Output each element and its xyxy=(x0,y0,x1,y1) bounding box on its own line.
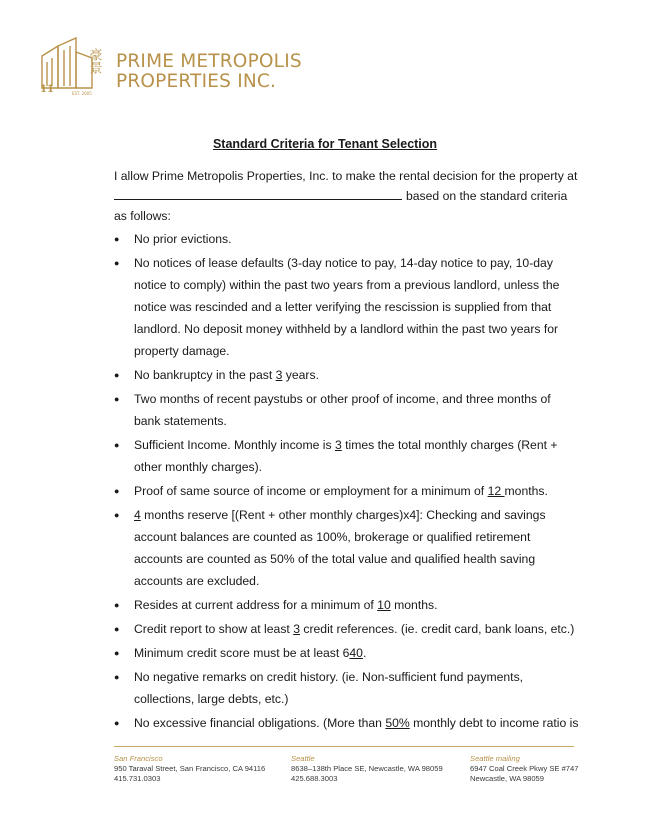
bullet-icon: ● xyxy=(114,648,120,658)
property-address-blank[interactable] xyxy=(114,188,402,200)
bullet-icon: ● xyxy=(114,718,120,728)
criteria-item xyxy=(114,252,580,362)
criteria-item xyxy=(114,618,580,640)
intro-line-3: as follows: xyxy=(114,209,171,223)
criteria-text: No prior evictions. xyxy=(134,232,232,246)
criteria-value: 10 xyxy=(377,598,391,612)
criteria-value: 4 xyxy=(134,508,141,522)
criteria-item xyxy=(114,434,580,478)
bullet-icon: ● xyxy=(114,370,120,380)
logo-chinese-text: 豪景 xyxy=(86,48,102,74)
criteria-text: Credit report to show at least xyxy=(134,622,294,636)
criteria-value: 3 xyxy=(275,368,283,382)
bullet-icon: ● xyxy=(114,486,120,496)
bullet-icon: ● xyxy=(114,600,120,610)
footer-sf-city: San Francisco xyxy=(114,754,163,763)
criteria-item xyxy=(114,504,580,592)
bullet-icon: ● xyxy=(114,394,120,404)
footer-seattle-address: 8638–138th Place SE, Newcastle, WA 98059 xyxy=(291,764,443,773)
bullet-icon: ● xyxy=(114,672,120,682)
company-logo xyxy=(36,28,120,98)
criteria-text: No notices of lease defaults (3-day notice to pay, 14-day notice to pay, 10-day notice to comply) within the past two years from a previous landlord, unless the notice was rescinded and a letter verifying the rescission is supplied from that landlord. No deposit money withheld by a landlord within the past two years for property damage. xyxy=(134,256,560,358)
criteria-value: 12 xyxy=(487,484,505,498)
criteria-text: Proof of same source of income or employment for a minimum of xyxy=(134,484,488,498)
criteria-item xyxy=(114,388,580,432)
footer-mailing-city-line: Newcastle, WA 98059 xyxy=(470,774,545,783)
bullet-icon: ● xyxy=(114,510,120,520)
criteria-text: Resides at current address for a minimum of xyxy=(134,598,378,612)
criteria-text: months reserve [(Rent + other monthly charges)x4]: Checking and savings account balances are counted as 100%, brokerage or qualified retirement accounts are counted as 50% of the total value and qualified health saving accounts are excluded. xyxy=(134,508,546,588)
footer-seattle xyxy=(291,754,443,784)
intro-line-2-text: based on the standard criteria xyxy=(406,189,568,203)
svg-text:11: 11 xyxy=(40,84,54,95)
criteria-item xyxy=(114,666,580,710)
footer-san-francisco xyxy=(114,754,265,784)
criteria-value: 50% xyxy=(385,716,410,730)
criteria-text: Two months of recent paystubs or other proof of income, and three months of bank statements. xyxy=(134,392,551,428)
criteria-text: monthly debt to income ratio is xyxy=(409,716,579,730)
bullet-icon: ● xyxy=(114,258,120,268)
criteria-value: 3 xyxy=(334,438,342,452)
brand-line-2: PROPERTIES INC. xyxy=(116,71,277,92)
criteria-text: times the total monthly charges (Rent + other monthly charges). xyxy=(134,438,558,474)
intro-line-1: I allow Prime Metropolis Properties, Inc. to make the rental decision for the property at xyxy=(114,169,578,183)
brand-line-1: PRIME METROPOLIS xyxy=(116,51,302,72)
footer-mailing-address: 6947 Coal Creek Pkwy SE #747 xyxy=(470,764,579,773)
footer-seattle-city: Seattle xyxy=(291,754,315,763)
bullet-icon: ● xyxy=(114,440,120,450)
criteria-item xyxy=(114,480,580,502)
criteria-item xyxy=(114,364,580,386)
logo-est-text: EST. 2005 xyxy=(72,91,92,96)
criteria-text: credit references. (ie. credit card, bank loans, etc.) xyxy=(299,622,575,636)
criteria-item xyxy=(114,228,580,250)
criteria-text: months. xyxy=(390,598,438,612)
criteria-value: 40 xyxy=(349,646,363,660)
footer-seattle-mailing xyxy=(470,754,578,784)
criteria-text: Sufficient Income. Monthly income is xyxy=(134,438,335,452)
footer-seattle-phone: 425.688.3003 xyxy=(291,774,338,783)
criteria-value: 3 xyxy=(293,622,300,636)
document-title: Standard Criteria for Tenant Selection xyxy=(212,137,438,151)
bullet-icon: ● xyxy=(114,234,120,244)
criteria-list xyxy=(114,228,580,736)
criteria-text: years. xyxy=(282,368,319,382)
criteria-item xyxy=(114,594,580,616)
criteria-text: . xyxy=(362,646,367,660)
intro-line-2 xyxy=(114,186,584,206)
footer-sf-phone: 415.731.0303 xyxy=(114,774,161,783)
footer-divider xyxy=(114,746,574,747)
brand-name xyxy=(116,52,302,92)
criteria-text: months. xyxy=(504,484,548,498)
criteria-text: No negative remarks on credit history. (ie. Non-sufficient fund payments, collections, large debts, etc.) xyxy=(134,670,524,706)
criteria-item xyxy=(114,712,580,734)
criteria-text: No bankruptcy in the past xyxy=(134,368,276,382)
footer-mailing-city: Seattle mailing xyxy=(470,754,520,763)
footer-sf-address: 950 Taraval Street, San Francisco, CA 94116 xyxy=(114,764,266,773)
criteria-text: Minimum credit score must be at least 6 xyxy=(134,646,350,660)
criteria-item xyxy=(114,642,580,664)
criteria-text: No excessive financial obligations. (More than xyxy=(134,716,386,730)
bullet-icon: ● xyxy=(114,624,120,634)
intro-paragraph xyxy=(114,166,584,226)
